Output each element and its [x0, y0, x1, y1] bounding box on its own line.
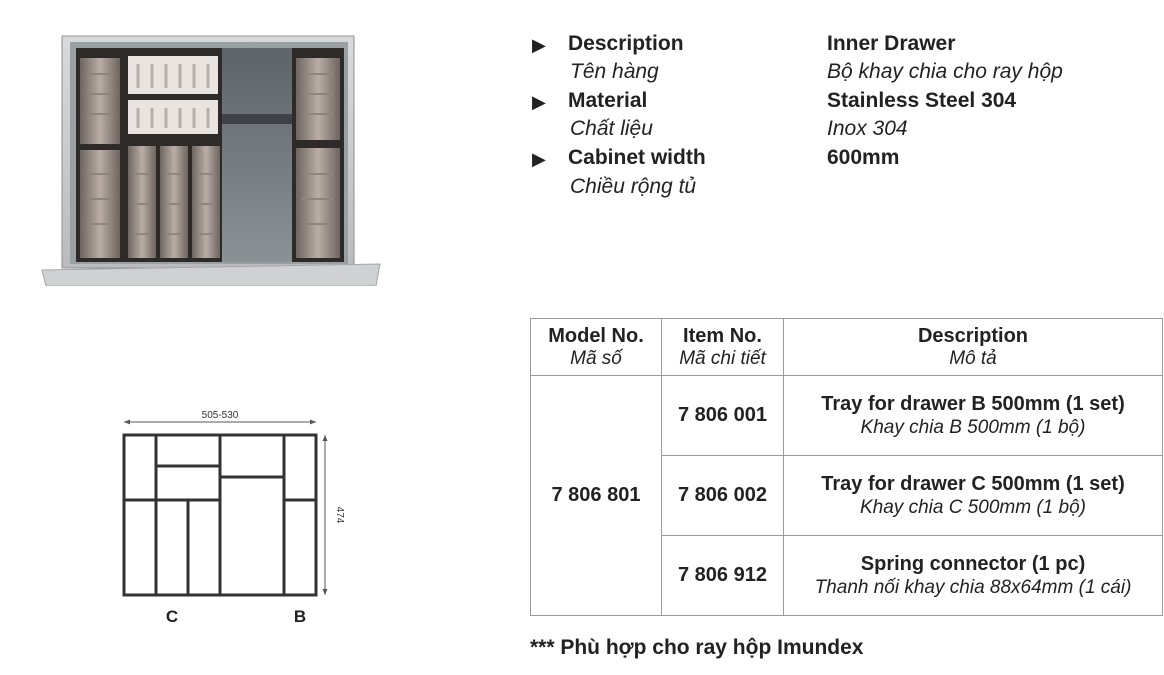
- layout-diagram: [110, 405, 350, 630]
- item-no-cell: 7 806 912: [662, 536, 784, 616]
- triangle-right-icon: ▶: [532, 92, 546, 112]
- spec-label-cabinet-width: Cabinet width: [568, 146, 706, 169]
- spec-value-material: Stainless Steel 304: [827, 89, 1017, 112]
- table-header-row: [531, 319, 1163, 376]
- triangle-right-icon: ▶: [532, 35, 546, 55]
- tray-c-label: C: [165, 607, 179, 626]
- spec-label-description: Description: [568, 32, 684, 55]
- header-item-no: Item No. Mã chi tiết: [662, 319, 784, 376]
- spec-label-material-vi: Chất liệu: [570, 117, 653, 140]
- compatibility-note: *** Phù hợp cho ray hộp Imundex: [530, 636, 864, 659]
- spec-value-description-vi: Bộ khay chia cho ray hộp: [827, 60, 1063, 83]
- header-model-no: Model No. Mã số: [531, 319, 662, 376]
- table-row: [531, 376, 1163, 456]
- description-cell: Tray for drawer B 500mm (1 set) Khay chia B 500mm (1 bộ): [784, 376, 1163, 456]
- spec-label-cabinet-width-vi: Chiều rộng tủ: [570, 175, 697, 198]
- depth-dimension-label: 474: [334, 506, 345, 524]
- item-no-cell: 7 806 002: [662, 456, 784, 536]
- description-cell: Spring connector (1 pc) Thanh nối khay chia 88x64mm (1 cái): [784, 536, 1163, 616]
- header-description: Description Mô tả: [784, 319, 1163, 376]
- model-no-cell: 7 806 801: [531, 376, 662, 616]
- spec-label-material: Material: [568, 89, 648, 112]
- spec-label-description-vi: Tên hàng: [570, 60, 659, 83]
- product-photo: [40, 34, 382, 286]
- triangle-right-icon: ▶: [532, 149, 546, 169]
- spec-value-description: Inner Drawer: [827, 32, 956, 55]
- width-dimension-label: 505-530: [201, 410, 239, 421]
- description-cell: Tray for drawer C 500mm (1 set) Khay chia C 500mm (1 bộ): [784, 456, 1163, 536]
- spec-value-material-vi: Inox 304: [827, 117, 908, 140]
- spec-value-cabinet-width: 600mm: [827, 146, 900, 169]
- tray-b-label: B: [293, 607, 307, 626]
- model-table: [530, 318, 1163, 616]
- item-no-cell: 7 806 001: [662, 376, 784, 456]
